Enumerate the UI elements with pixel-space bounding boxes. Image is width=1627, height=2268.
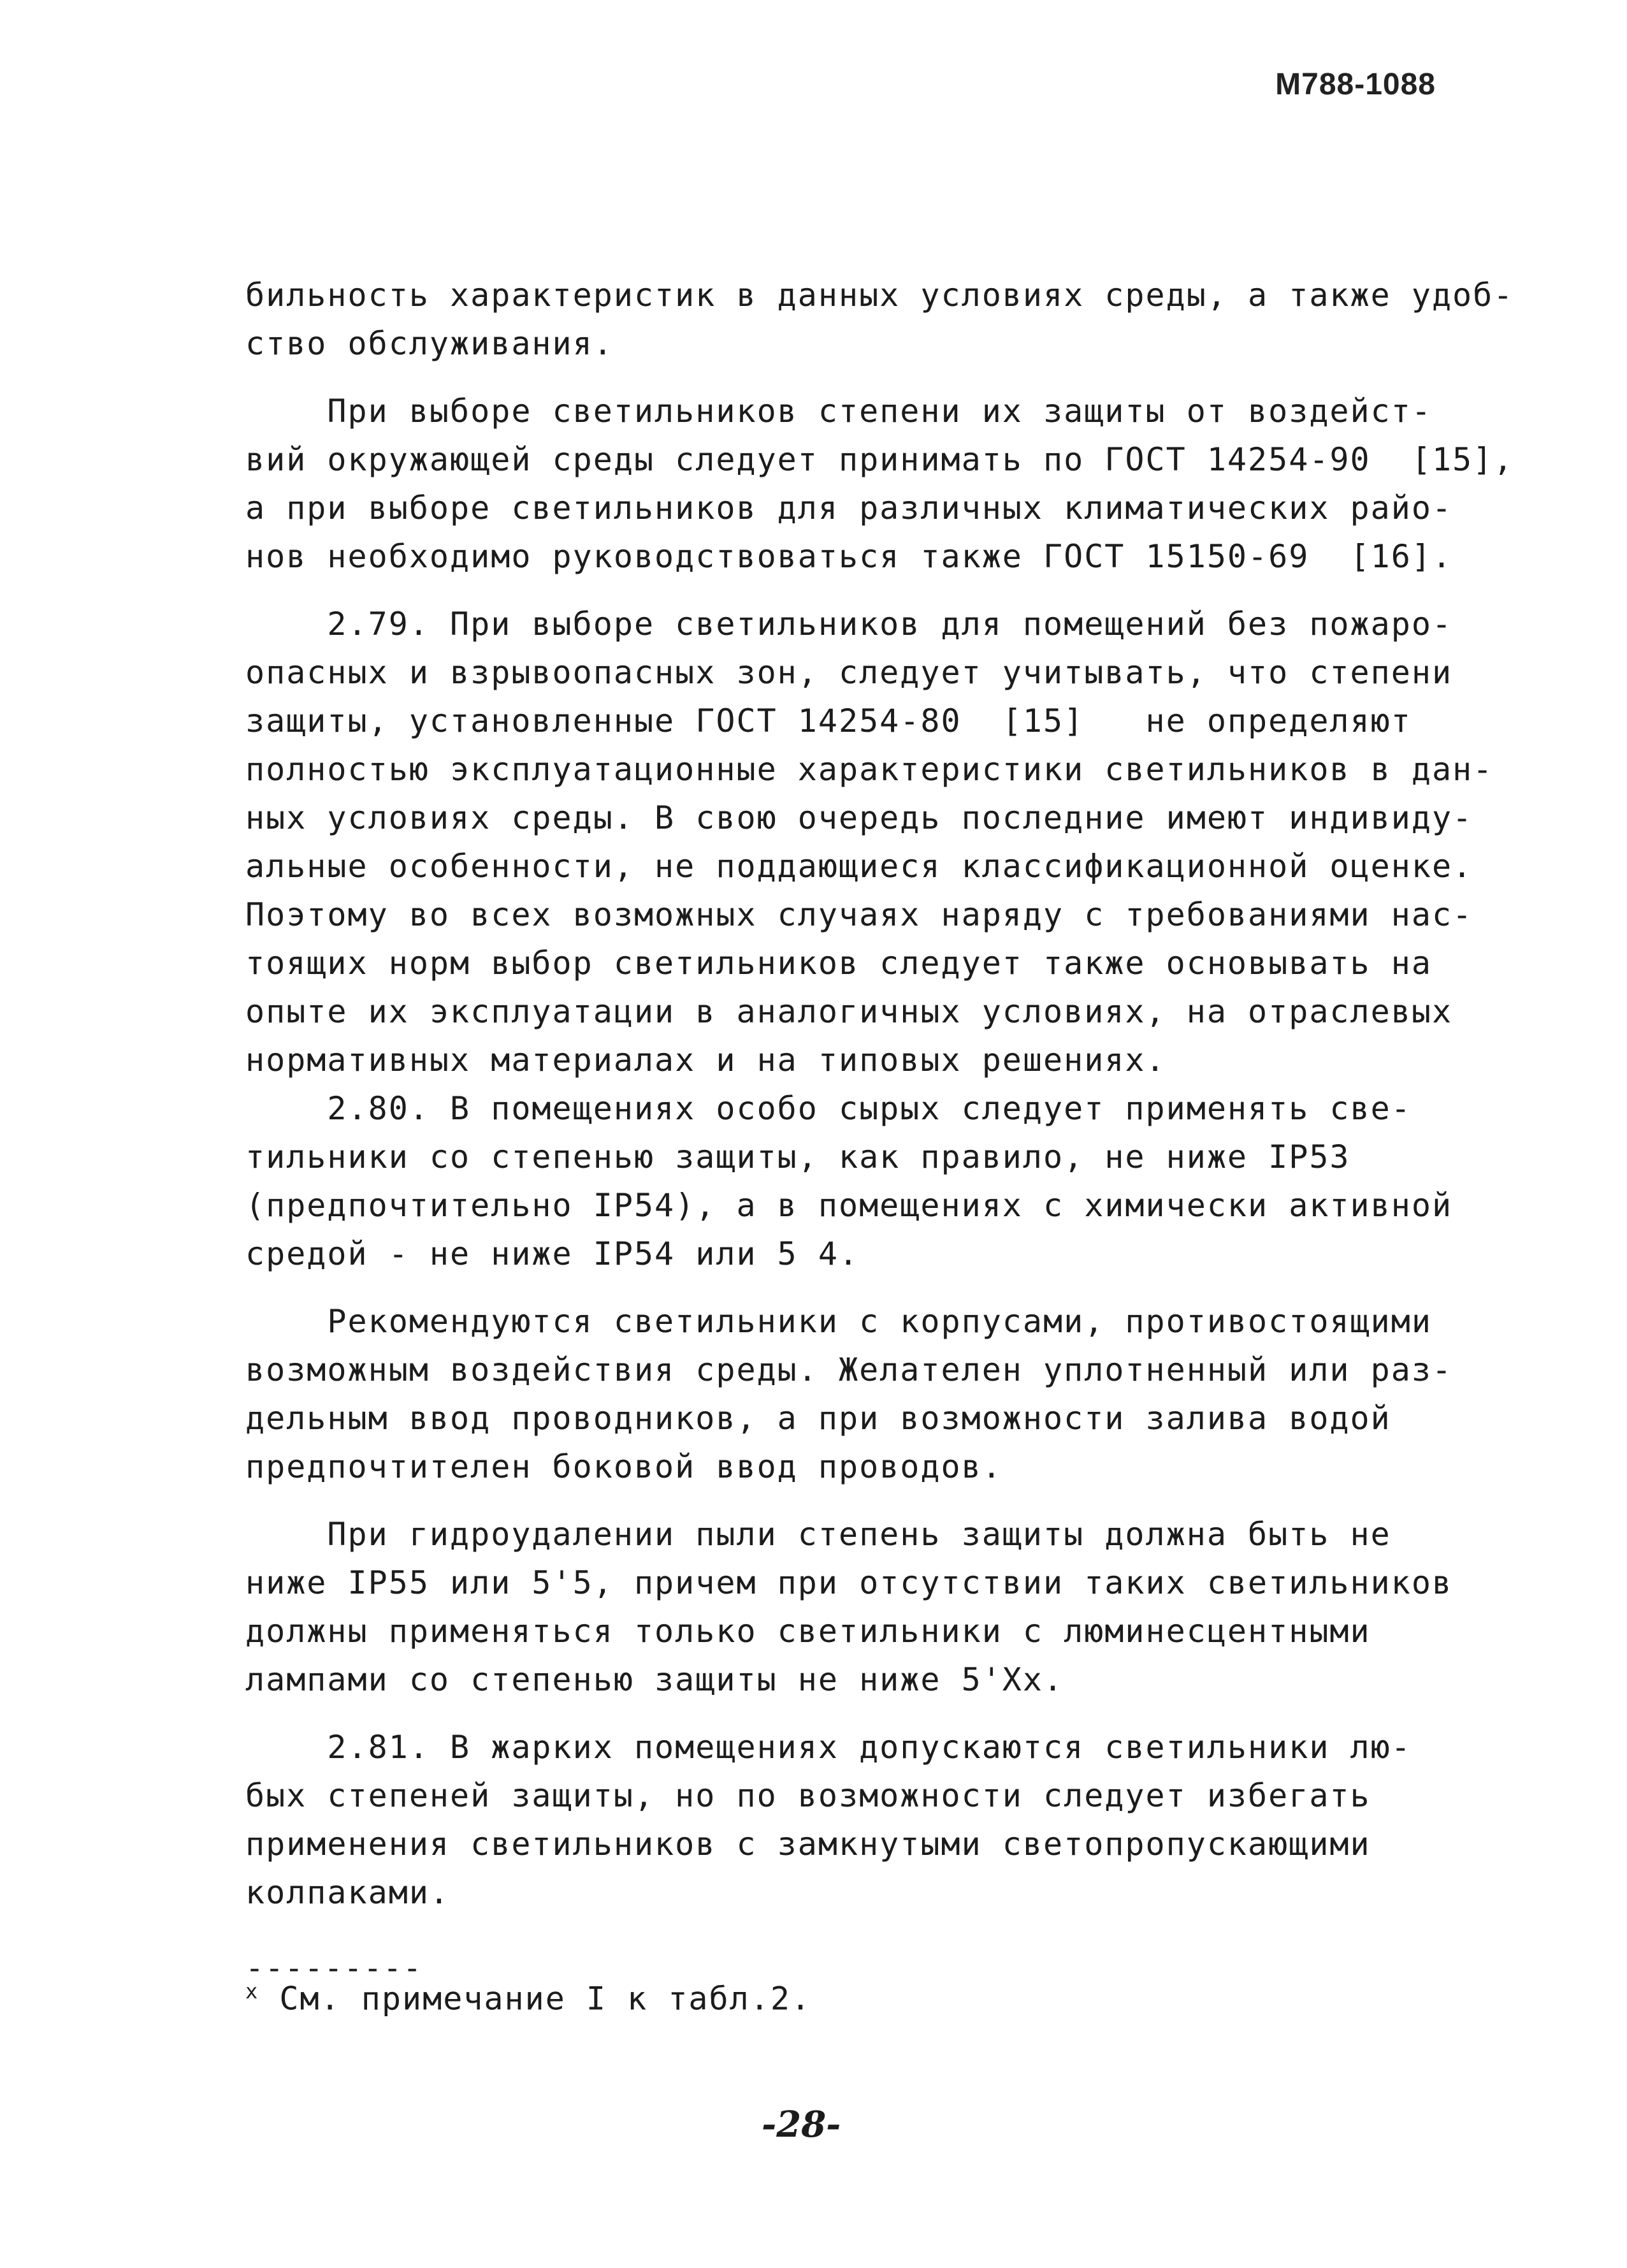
text-line: 2.80. В помещениях особо сырых следует применять све- [245, 1090, 1412, 1127]
footnote-rule: --------- [245, 1951, 423, 1986]
body-text [245, 271, 1514, 1917]
text-line: (предпочтительно IP54), а в помещениях с химически активной [245, 1187, 1453, 1224]
page-number: -28- [762, 2104, 841, 2146]
text-line: ных условиях среды. В свою очередь последние имеют индивиду- [245, 799, 1473, 836]
text-line: нормативных материалах и на типовых решениях. [245, 1042, 1166, 1079]
text-line: При гидроудалении пыли степень защиты должна быть не [245, 1516, 1391, 1553]
text-line: 2.79. При выборе светильников для помещений без пожаро- [245, 606, 1453, 643]
document-code: M788-1088 [1275, 68, 1436, 101]
text-line: При выборе светильников степени их защиты от воздейст- [245, 393, 1432, 430]
text-line: колпаками. [245, 1874, 451, 1911]
text-line: полностью эксплуатационные характеристики светильников в дан- [245, 751, 1494, 788]
text-line: дельным ввод проводников, а при возможности залива водой [245, 1400, 1391, 1437]
text-line: ниже IP55 или 5'5, причем при отсутствии таких светильников [245, 1564, 1453, 1601]
footnote-marker: x [245, 1979, 259, 2003]
text-line: тильники со степенью защиты, как правило, не ниже IP53 [245, 1138, 1350, 1175]
text-line: Рекомендуются светильники с корпусами, противостоящими [245, 1303, 1432, 1340]
text-line: альные особенности, не поддающиеся классификационной оценке. [245, 848, 1473, 885]
footnote-text: См. примечание I к табл.2. [279, 1980, 812, 2017]
text-line: опыте их эксплуатации в аналогичных условиях, на отраслевых [245, 993, 1453, 1030]
text-line: опасных и взрывоопасных зон, следует учитывать, что степени [245, 654, 1453, 691]
footnote [245, 1979, 811, 2017]
text-line: Поэтому во всех возможных случаях наряду с требованиями нас- [245, 896, 1473, 933]
text-line: тоящих норм выбор светильников следует также основывать на [245, 945, 1432, 982]
text-line: бых степеней защиты, но по возможности следует избегать [245, 1777, 1371, 1814]
text-line: предпочтителен боковой ввод проводов. [245, 1448, 1002, 1485]
text-line: лампами со степенью защиты не ниже 5'Xx. [245, 1661, 1064, 1698]
text-line: ство обслуживания. [245, 325, 614, 362]
text-line: применения светильников с замкнутыми светопропускающими [245, 1826, 1371, 1863]
text-line: 2.81. В жарких помещениях допускаются светильники лю- [245, 1729, 1412, 1766]
text-line: защиты, установленные ГОСТ 14254-80 [15] не определяют [245, 702, 1412, 739]
text-line: должны применяться только светильники с люминесцентными [245, 1613, 1371, 1650]
text-line: а при выборе светильников для различных климатических райо- [245, 490, 1453, 527]
text-line: возможным воздействия среды. Желателен уплотненный или раз- [245, 1351, 1453, 1388]
text-line: бильность характеристик в данных условиях среды, а также удоб- [245, 277, 1514, 314]
text-line: вий окружающей среды следует принимать по ГОСТ 14254-90 [15], [245, 441, 1514, 478]
text-line: средой - не ниже IP54 или 5 4. [245, 1235, 860, 1272]
text-line: нов необходимо руководствоваться также ГОСТ 15150-69 [16]. [245, 538, 1453, 575]
